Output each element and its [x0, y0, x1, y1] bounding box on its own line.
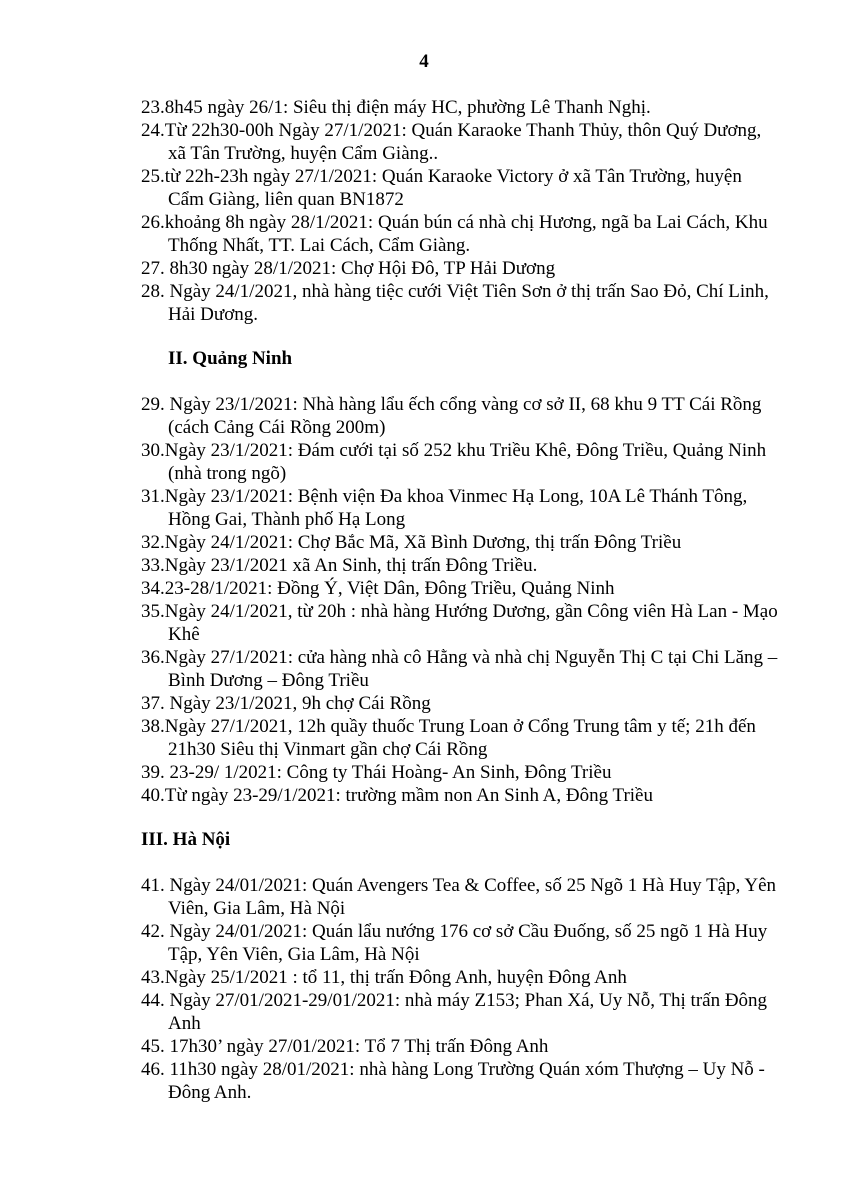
- section-ha-noi: [141, 828, 781, 1104]
- list-item: 25.từ 22h-23h ngày 27/1/2021: Quán Karaoke Victory ở xã Tân Trường, huyện Cẩm Giàng, liên quan BN1872: [141, 166, 742, 210]
- section-heading: II. Quảng Ninh: [168, 348, 293, 369]
- page-number: 4: [419, 51, 429, 72]
- list-item: 44. Ngày 27/01/2021-29/01/2021: nhà máy Z153; Phan Xá, Uy Nỗ, Thị trấn Đông Anh: [141, 990, 768, 1034]
- list-item: 46. 11h30 ngày 28/01/2021: nhà hàng Long Trường Quán xóm Thượng – Uy Nỗ - Đông Anh.: [141, 1059, 765, 1103]
- list-item: 43.Ngày 25/1/2021 : tổ 11, thị trấn Đông Anh, huyện Đông Anh: [141, 967, 627, 988]
- list-item: 33.Ngày 23/1/2021 xã An Sinh, thị trấn Đông Triều.: [141, 555, 538, 576]
- list-item: 24.Từ 22h30-00h Ngày 27/1/2021: Quán Karaoke Thanh Thủy, thôn Quý Dương, xã Tân Trường, huyện Cẩm Giàng..: [141, 120, 762, 164]
- list-item: 38.Ngày 27/1/2021, 12h quầy thuốc Trung Loan ở Cổng Trung tâm y tế; 21h đến 21h30 Siêu thị Vinmart gần chợ Cái Rồng: [141, 716, 756, 760]
- list-item: 41. Ngày 24/01/2021: Quán Avengers Tea & Coffee, số 25 Ngõ 1 Hà Huy Tập, Yên Viên, Gia Lâm, Hà Nội: [141, 875, 777, 919]
- list-item: 35.Ngày 24/1/2021, từ 20h : nhà hàng Hướng Dương, gần Công viên Hà Lan - Mạo Khê: [141, 601, 778, 645]
- list-item: 23.8h45 ngày 26/1: Siêu thị điện máy HC, phường Lê Thanh Nghị.: [141, 97, 651, 118]
- list-item: 37. Ngày 23/1/2021, 9h chợ Cái Rồng: [141, 693, 431, 714]
- list-item: 27. 8h30 ngày 28/1/2021: Chợ Hội Đô, TP Hải Dương: [141, 258, 556, 279]
- list-item: 28. Ngày 24/1/2021, nhà hàng tiệc cưới Việt Tiên Sơn ở thị trấn Sao Đỏ, Chí Linh, Hải Dương.: [141, 281, 769, 325]
- list-item: 32.Ngày 24/1/2021: Chợ Bắc Mã, Xã Bình Dương, thị trấn Đông Triều: [141, 532, 682, 553]
- section-heading: III. Hà Nội: [141, 829, 231, 850]
- list-item: 42. Ngày 24/01/2021: Quán lẩu nướng 176 cơ sở Cầu Đuống, số 25 ngõ 1 Hà Huy Tập, Yên Viên, Gia Lâm, Hà Nội: [141, 921, 768, 965]
- list-item: 36.Ngày 27/1/2021: cửa hàng nhà cô Hằng và nhà chị Nguyễn Thị C tại Chi Lăng – Bình Dương – Đông Triều: [141, 647, 778, 691]
- list-item: 31.Ngày 23/1/2021: Bệnh viện Đa khoa Vinmec Hạ Long, 10A Lê Thánh Tông, Hồng Gai, Thành phố Hạ Long: [141, 486, 748, 530]
- list-item: 34.23-28/1/2021: Đồng Ý, Việt Dân, Đông Triều, Quảng Ninh: [141, 578, 615, 599]
- list-item: 45. 17h30’ ngày 27/01/2021: Tổ 7 Thị trấn Đông Anh: [141, 1036, 549, 1057]
- section-quang-ninh: [141, 347, 781, 807]
- list-item: 26.khoảng 8h ngày 28/1/2021: Quán bún cá nhà chị Hương, ngã ba Lai Cách, Khu Thống Nhất, TT. Lai Cách, Cẩm Giàng.: [141, 212, 768, 256]
- list-item: 29. Ngày 23/1/2021: Nhà hàng lẩu ếch cổng vàng cơ sở II, 68 khu 9 TT Cái Rồng (cách Cảng Cái Rồng 200m): [141, 394, 762, 438]
- list-item: 40.Từ ngày 23-29/1/2021: trường mầm non An Sinh A, Đông Triều: [141, 785, 653, 806]
- list-item: 30.Ngày 23/1/2021: Đám cưới tại số 252 khu Triều Khê, Đông Triều, Quảng Ninh (nhà trong ngõ): [141, 440, 767, 484]
- list-item: 39. 23-29/ 1/2021: Công ty Thái Hoàng- An Sinh, Đông Triều: [141, 762, 612, 783]
- section-hai-duong-continued: [141, 96, 781, 326]
- document-body: [141, 96, 781, 1104]
